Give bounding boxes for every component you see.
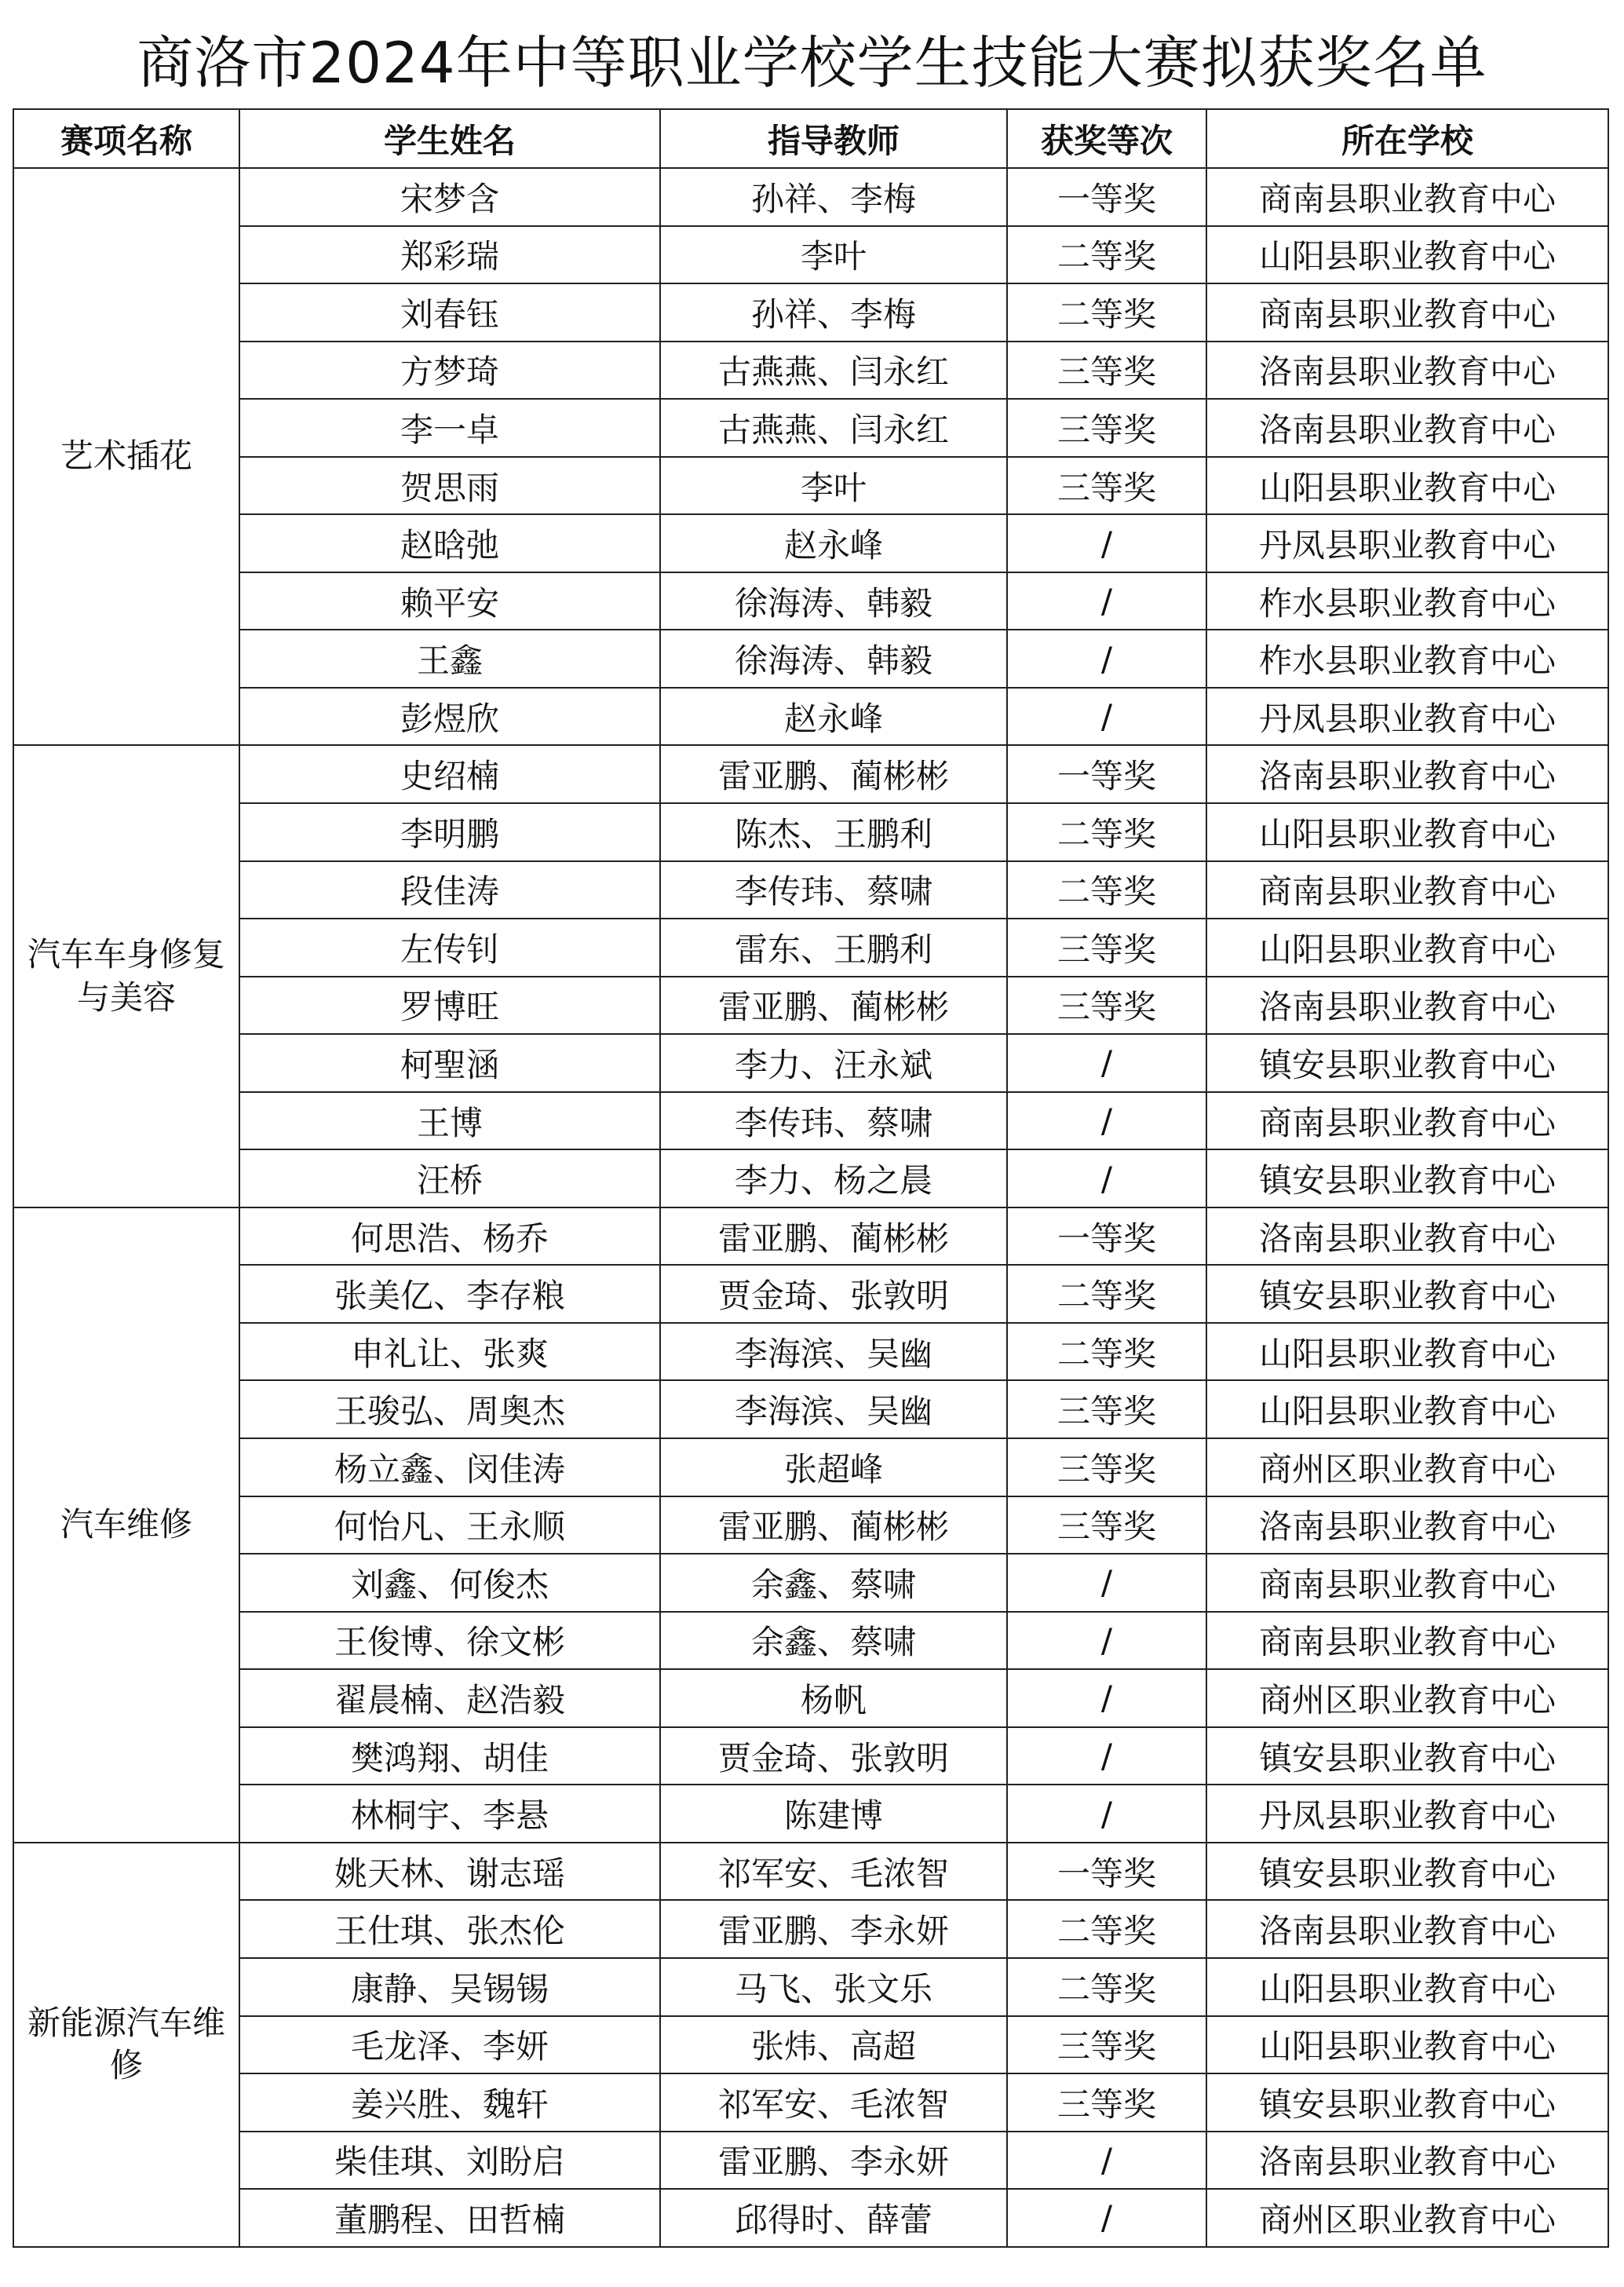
teacher-cell: 李海滨、吴幽: [660, 1323, 1007, 1381]
school-cell: 洛南县职业教育中心: [1206, 1900, 1608, 1958]
table-row: [13, 630, 1608, 688]
teacher-cell: 李叶: [660, 457, 1007, 515]
table-row: [13, 1785, 1608, 1843]
student-cell: 林桐宇、李悬: [239, 1785, 660, 1843]
teacher-cell: 贾金琦、张敦明: [660, 1727, 1007, 1785]
school-cell: 柞水县职业教育中心: [1206, 630, 1608, 688]
page-title: 商洛市2024年中等职业学校学生技能大赛拟获奖名单: [137, 30, 1487, 96]
table-row: [13, 688, 1608, 746]
award-cell: /: [1007, 1612, 1206, 1670]
student-cell: 董鹏程、田哲楠: [239, 2189, 660, 2247]
teacher-cell: 古燕燕、闫永红: [660, 399, 1007, 457]
award-cell: 一等奖: [1007, 168, 1206, 226]
school-cell: 商南县职业教育中心: [1206, 1554, 1608, 1612]
award-cell: 一等奖: [1007, 745, 1206, 803]
school-cell: 商南县职业教育中心: [1206, 1092, 1608, 1150]
header-row: [13, 109, 1608, 168]
award-cell: /: [1007, 2132, 1206, 2190]
student-cell: 张美亿、李存粮: [239, 1265, 660, 1323]
table-row: [13, 2189, 1608, 2247]
teacher-cell: 雷东、王鹏利: [660, 919, 1007, 977]
teacher-cell: 孙祥、李梅: [660, 168, 1007, 226]
school-cell: 山阳县职业教育中心: [1206, 226, 1608, 284]
student-cell: 汪桥: [239, 1149, 660, 1207]
award-cell: 一等奖: [1007, 1843, 1206, 1901]
award-cell: 二等奖: [1007, 1900, 1206, 1958]
school-cell: 镇安县职业教育中心: [1206, 1149, 1608, 1207]
award-cell: 二等奖: [1007, 283, 1206, 342]
table-row: [13, 1323, 1608, 1381]
award-cell: /: [1007, 572, 1206, 630]
school-cell: 商南县职业教育中心: [1206, 1612, 1608, 1670]
table-row: [13, 2073, 1608, 2132]
event-name-cell: 汽车维修: [13, 1207, 239, 1843]
teacher-cell: 陈建博: [660, 1785, 1007, 1843]
student-cell: 段佳涛: [239, 861, 660, 919]
student-cell: 柯聖涵: [239, 1034, 660, 1092]
award-cell: 二等奖: [1007, 861, 1206, 919]
award-cell: 三等奖: [1007, 1380, 1206, 1438]
table-row: [13, 861, 1608, 919]
award-cell: 三等奖: [1007, 1496, 1206, 1555]
table-row: [13, 1438, 1608, 1496]
table-row: [13, 745, 1608, 803]
table-row: [13, 803, 1608, 861]
award-cell: /: [1007, 1669, 1206, 1727]
award-cell: /: [1007, 2189, 1206, 2247]
table-body: [13, 168, 1608, 2247]
student-cell: 翟晨楠、赵浩毅: [239, 1669, 660, 1727]
student-cell: 史绍楠: [239, 745, 660, 803]
teacher-cell: 雷亚鹏、蔺彬彬: [660, 1496, 1007, 1555]
award-cell: /: [1007, 1785, 1206, 1843]
student-cell: 何怡凡、王永顺: [239, 1496, 660, 1555]
award-cell: 二等奖: [1007, 1323, 1206, 1381]
teacher-cell: 赵永峰: [660, 514, 1007, 572]
header-school: 所在学校: [1206, 109, 1608, 168]
student-cell: 姚天林、谢志瑶: [239, 1843, 660, 1901]
school-cell: 商州区职业教育中心: [1206, 1669, 1608, 1727]
school-cell: 山阳县职业教育中心: [1206, 919, 1608, 977]
teacher-cell: 陈杰、王鹏利: [660, 803, 1007, 861]
student-cell: 姜兴胜、魏轩: [239, 2073, 660, 2132]
teacher-cell: 余鑫、蔡啸: [660, 1554, 1007, 1612]
award-cell: /: [1007, 1554, 1206, 1612]
student-cell: 彭煜欣: [239, 688, 660, 746]
student-cell: 左传钊: [239, 919, 660, 977]
event-name-cell: 艺术插花: [13, 168, 239, 745]
student-cell: 王仕琪、张杰伦: [239, 1900, 660, 1958]
table-row: [13, 283, 1608, 342]
student-cell: 赖平安: [239, 572, 660, 630]
teacher-cell: 李力、汪永斌: [660, 1034, 1007, 1092]
teacher-cell: 雷亚鹏、李永妍: [660, 1900, 1007, 1958]
table-row: [13, 168, 1608, 226]
table-row: [13, 1265, 1608, 1323]
table-row: [13, 1034, 1608, 1092]
school-cell: 洛南县职业教育中心: [1206, 399, 1608, 457]
school-cell: 镇安县职业教育中心: [1206, 1843, 1608, 1901]
table-row: [13, 2016, 1608, 2074]
teacher-cell: 李传玮、蔡啸: [660, 1092, 1007, 1150]
student-cell: 罗博旺: [239, 977, 660, 1035]
student-cell: 赵晗弛: [239, 514, 660, 572]
school-cell: 丹凤县职业教育中心: [1206, 688, 1608, 746]
teacher-cell: 徐海涛、韩毅: [660, 630, 1007, 688]
school-cell: 山阳县职业教育中心: [1206, 1958, 1608, 2016]
school-cell: 洛南县职业教育中心: [1206, 1496, 1608, 1555]
award-cell: /: [1007, 1034, 1206, 1092]
school-cell: 洛南县职业教育中心: [1206, 977, 1608, 1035]
table-row: [13, 457, 1608, 515]
table-row: [13, 2132, 1608, 2190]
school-cell: 山阳县职业教育中心: [1206, 457, 1608, 515]
table-row: [13, 1669, 1608, 1727]
award-cell: 三等奖: [1007, 342, 1206, 400]
school-cell: 镇安县职业教育中心: [1206, 1265, 1608, 1323]
award-table: [13, 108, 1609, 2248]
event-name-cell: 新能源汽车维修: [13, 1843, 239, 2247]
award-cell: 三等奖: [1007, 399, 1206, 457]
table-row: [13, 919, 1608, 977]
table-row: [13, 1727, 1608, 1785]
school-cell: 镇安县职业教育中心: [1206, 1034, 1608, 1092]
teacher-cell: 余鑫、蔡啸: [660, 1612, 1007, 1670]
student-cell: 王博: [239, 1092, 660, 1150]
award-cell: 二等奖: [1007, 1958, 1206, 2016]
student-cell: 李明鹏: [239, 803, 660, 861]
school-cell: 山阳县职业教育中心: [1206, 2016, 1608, 2074]
teacher-cell: 雷亚鹏、蔺彬彬: [660, 745, 1007, 803]
student-cell: 何思浩、杨乔: [239, 1207, 660, 1266]
table-row: [13, 342, 1608, 400]
teacher-cell: 张超峰: [660, 1438, 1007, 1496]
student-cell: 杨立鑫、闵佳涛: [239, 1438, 660, 1496]
table-row: [13, 1092, 1608, 1150]
student-cell: 申礼让、张爽: [239, 1323, 660, 1381]
school-cell: 商南县职业教育中心: [1206, 861, 1608, 919]
school-cell: 商州区职业教育中心: [1206, 2189, 1608, 2247]
header-student: 学生姓名: [239, 109, 660, 168]
student-cell: 贺思雨: [239, 457, 660, 515]
award-cell: /: [1007, 1727, 1206, 1785]
award-cell: /: [1007, 1092, 1206, 1150]
award-cell: 一等奖: [1007, 1207, 1206, 1266]
teacher-cell: 杨帆: [660, 1669, 1007, 1727]
school-cell: 洛南县职业教育中心: [1206, 342, 1608, 400]
school-cell: 柞水县职业教育中心: [1206, 572, 1608, 630]
award-cell: 二等奖: [1007, 803, 1206, 861]
header-award: 获奖等次: [1007, 109, 1206, 168]
award-cell: 三等奖: [1007, 2016, 1206, 2074]
table-row: [13, 514, 1608, 572]
student-cell: 王骏弘、周奥杰: [239, 1380, 660, 1438]
header-teacher: 指导教师: [660, 109, 1007, 168]
student-cell: 宋梦含: [239, 168, 660, 226]
award-cell: 三等奖: [1007, 2073, 1206, 2132]
award-cell: 二等奖: [1007, 1265, 1206, 1323]
student-cell: 王俊博、徐文彬: [239, 1612, 660, 1670]
school-cell: 山阳县职业教育中心: [1206, 1323, 1608, 1381]
school-cell: 山阳县职业教育中心: [1206, 803, 1608, 861]
table-row: [13, 1900, 1608, 1958]
teacher-cell: 贾金琦、张敦明: [660, 1265, 1007, 1323]
teacher-cell: 李叶: [660, 226, 1007, 284]
table-row: [13, 572, 1608, 630]
teacher-cell: 祁军安、毛浓智: [660, 1843, 1007, 1901]
award-cell: /: [1007, 688, 1206, 746]
student-cell: 王鑫: [239, 630, 660, 688]
table-row: [13, 1380, 1608, 1438]
award-cell: 三等奖: [1007, 1438, 1206, 1496]
school-cell: 洛南县职业教育中心: [1206, 745, 1608, 803]
teacher-cell: 雷亚鹏、李永妍: [660, 2132, 1007, 2190]
student-cell: 郑彩瑞: [239, 226, 660, 284]
school-cell: 镇安县职业教育中心: [1206, 2073, 1608, 2132]
school-cell: 商南县职业教育中心: [1206, 168, 1608, 226]
teacher-cell: 李海滨、吴幽: [660, 1380, 1007, 1438]
school-cell: 丹凤县职业教育中心: [1206, 1785, 1608, 1843]
student-cell: 刘春钰: [239, 283, 660, 342]
student-cell: 李一卓: [239, 399, 660, 457]
award-cell: 三等奖: [1007, 457, 1206, 515]
teacher-cell: 李传玮、蔡啸: [660, 861, 1007, 919]
teacher-cell: 邱得时、薛蕾: [660, 2189, 1007, 2247]
table-row: [13, 399, 1608, 457]
teacher-cell: 赵永峰: [660, 688, 1007, 746]
student-cell: 毛龙泽、李妍: [239, 2016, 660, 2074]
award-cell: 三等奖: [1007, 977, 1206, 1035]
table-row: [13, 226, 1608, 284]
table-row: [13, 1958, 1608, 2016]
table-row: [13, 1554, 1608, 1612]
teacher-cell: 雷亚鹏、蔺彬彬: [660, 1207, 1007, 1266]
award-cell: 三等奖: [1007, 919, 1206, 977]
teacher-cell: 祁军安、毛浓智: [660, 2073, 1007, 2132]
teacher-cell: 徐海涛、韩毅: [660, 572, 1007, 630]
student-cell: 刘鑫、何俊杰: [239, 1554, 660, 1612]
school-cell: 商南县职业教育中心: [1206, 283, 1608, 342]
event-name-cell: 汽车车身修复与美容: [13, 745, 239, 1207]
teacher-cell: 雷亚鹏、蔺彬彬: [660, 977, 1007, 1035]
table-row: [13, 1496, 1608, 1555]
teacher-cell: 孙祥、李梅: [660, 283, 1007, 342]
school-cell: 山阳县职业教育中心: [1206, 1380, 1608, 1438]
student-cell: 方梦琦: [239, 342, 660, 400]
table-row: [13, 1612, 1608, 1670]
table-row: [13, 1843, 1608, 1901]
award-cell: /: [1007, 630, 1206, 688]
award-cell: /: [1007, 514, 1206, 572]
school-cell: 商州区职业教育中心: [1206, 1438, 1608, 1496]
student-cell: 康静、吴锡锡: [239, 1958, 660, 2016]
student-cell: 樊鸿翔、胡佳: [239, 1727, 660, 1785]
school-cell: 洛南县职业教育中心: [1206, 2132, 1608, 2190]
table-row: [13, 1207, 1608, 1266]
teacher-cell: 李力、杨之晨: [660, 1149, 1007, 1207]
table-row: [13, 1149, 1608, 1207]
school-cell: 洛南县职业教育中心: [1206, 1207, 1608, 1266]
teacher-cell: 张炜、高超: [660, 2016, 1007, 2074]
header-event: 赛项名称: [13, 109, 239, 168]
student-cell: 柴佳琪、刘盼启: [239, 2132, 660, 2190]
school-cell: 丹凤县职业教育中心: [1206, 514, 1608, 572]
teacher-cell: 马飞、张文乐: [660, 1958, 1007, 2016]
award-cell: 二等奖: [1007, 226, 1206, 284]
table-row: [13, 977, 1608, 1035]
school-cell: 镇安县职业教育中心: [1206, 1727, 1608, 1785]
award-cell: /: [1007, 1149, 1206, 1207]
teacher-cell: 古燕燕、闫永红: [660, 342, 1007, 400]
